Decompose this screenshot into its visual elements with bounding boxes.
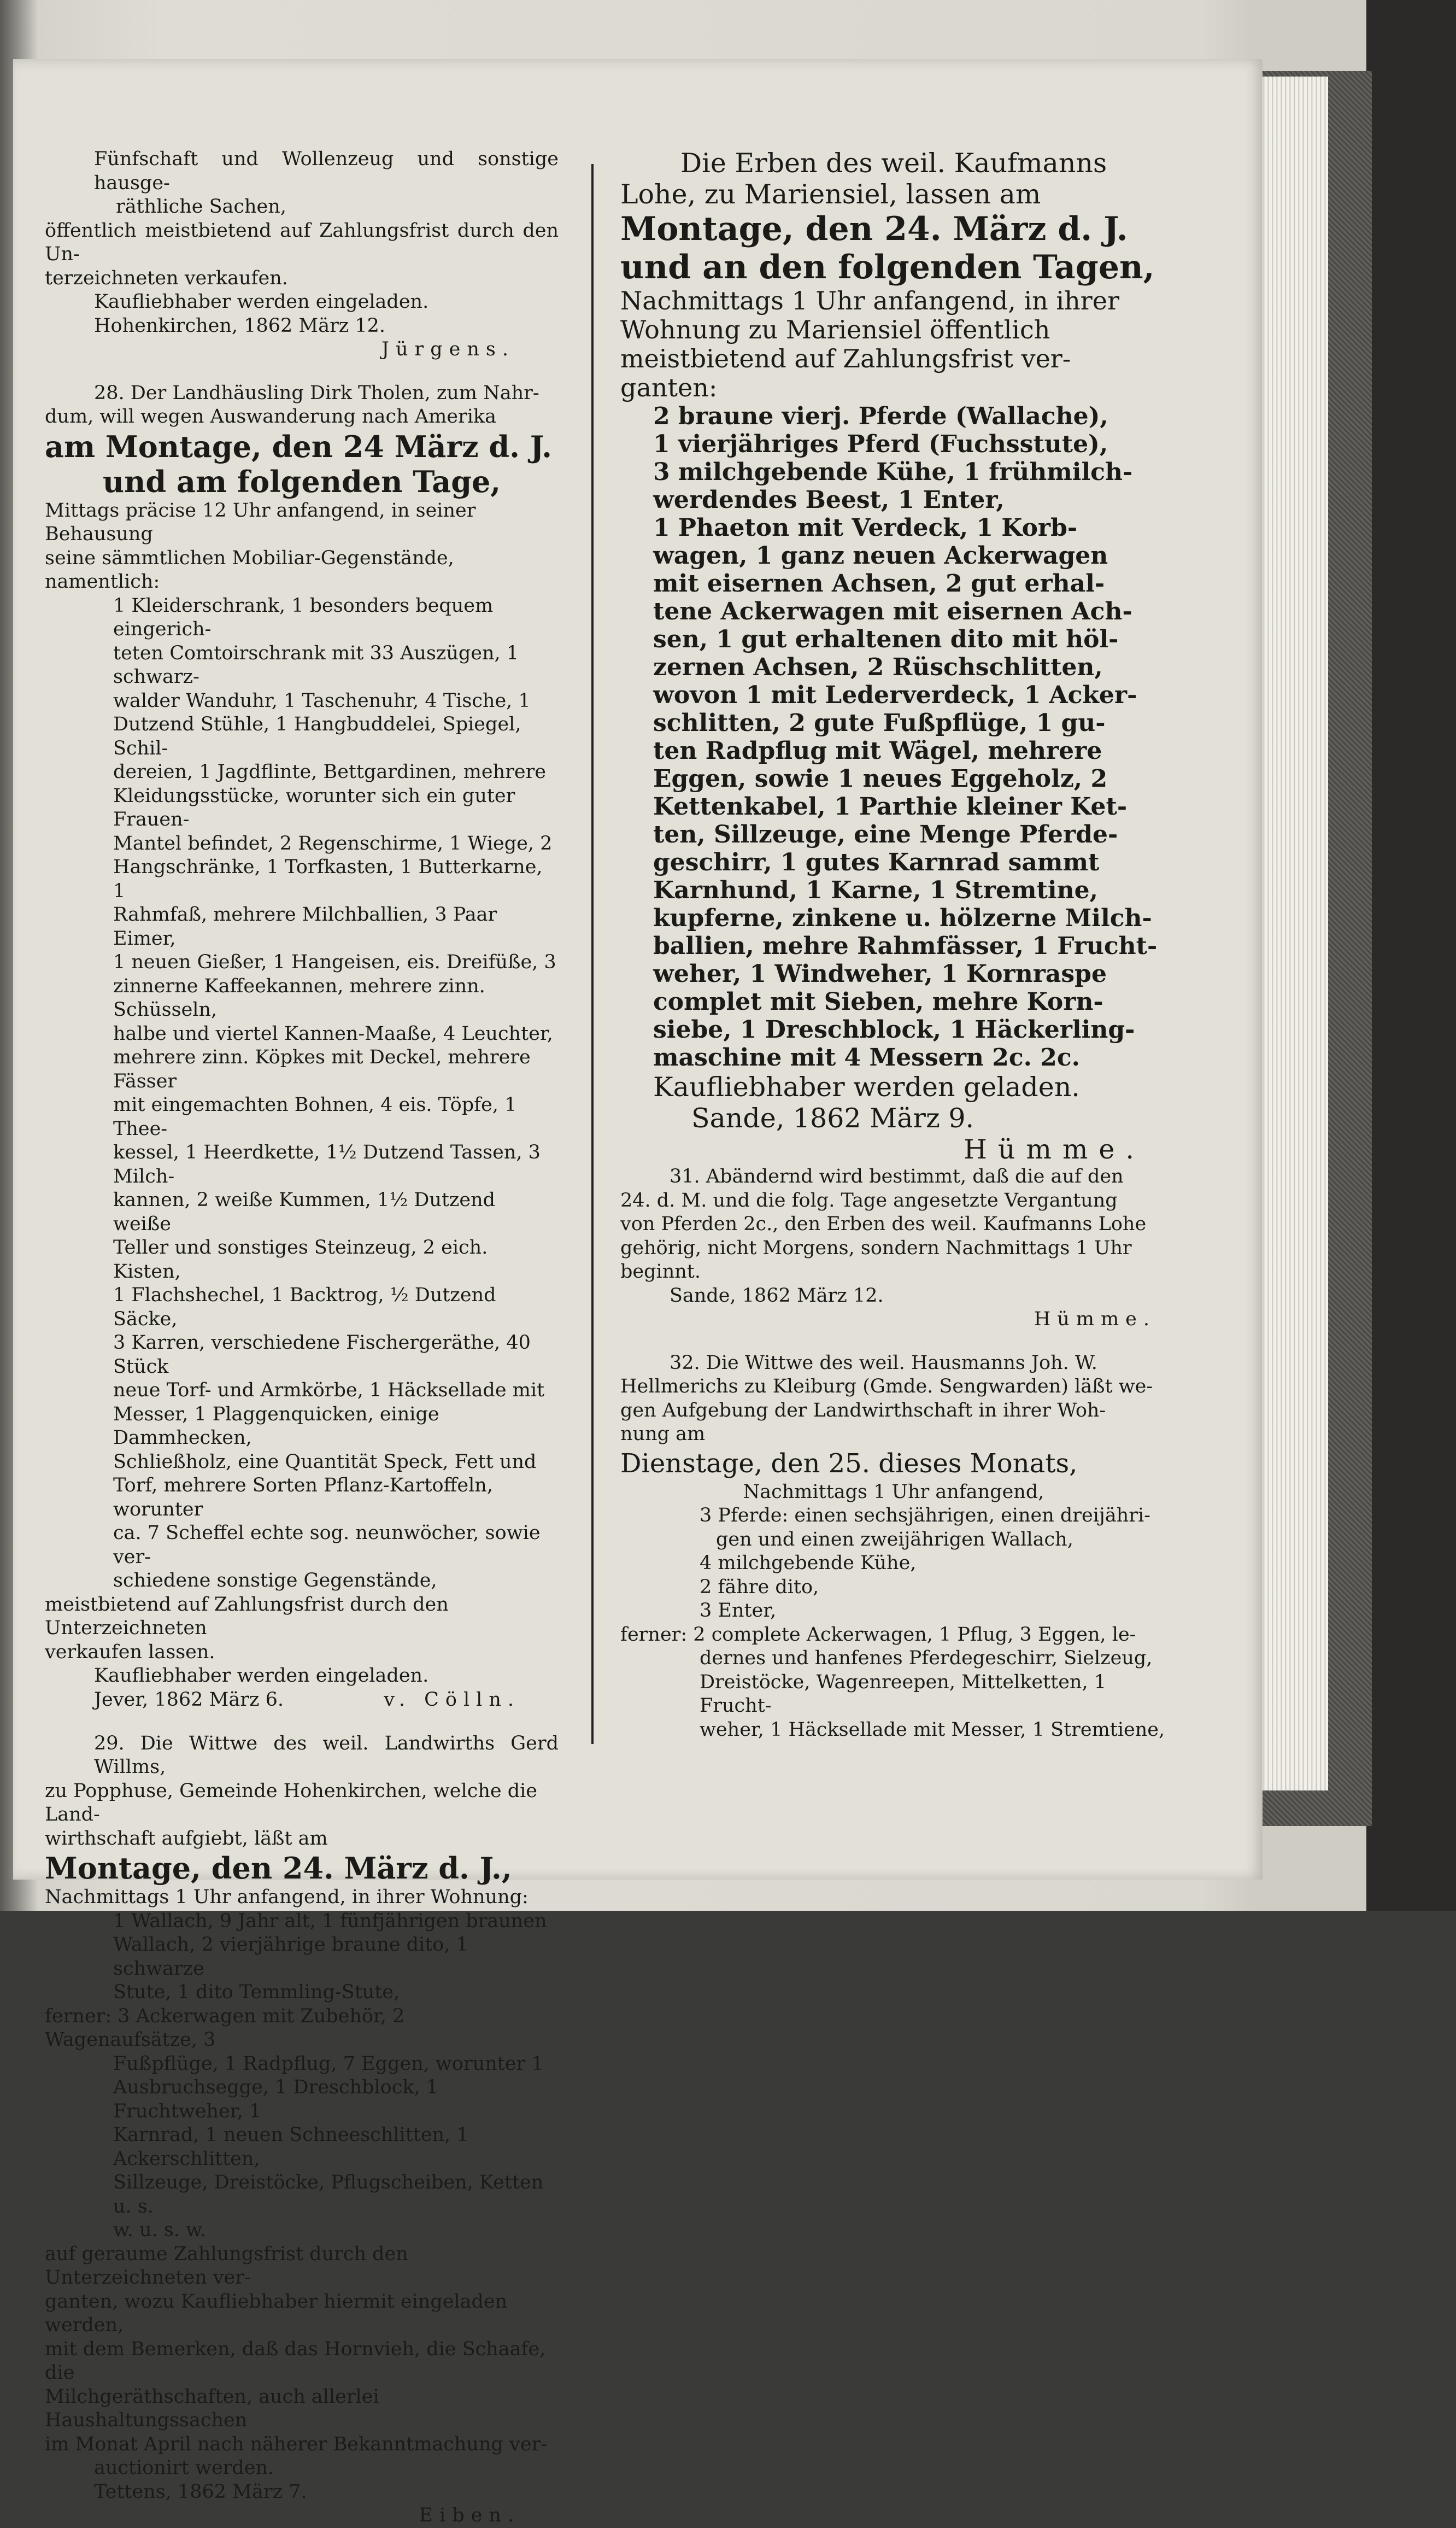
text-line: meistbietend auf Zahlungsfrist durch den Unterzeichneten <box>45 1593 449 1639</box>
text-line: Nachmittags 1 Uhr anfangend, in ihrer Wohnung: <box>45 1886 529 1908</box>
notice-28-intro: dum, will wegen Auswanderung nach Amerika <box>45 406 496 428</box>
page-stack-edges <box>1252 77 1328 1790</box>
notice-32: gen Aufgebung der Landwirthschaft in ihrer Woh- <box>620 1399 1106 1421</box>
list-item: Mantel befindet, 2 Regenschirme, 1 Wiege, 2 <box>113 832 553 855</box>
text-line: terzeichneten verkaufen. <box>45 267 288 289</box>
list-item: Kleidungsstücke, worunter sich ein guter Frauen- <box>113 785 515 830</box>
list-item: Wallach, 2 vierjährige braune dito, 1 schwarze <box>113 1934 468 1980</box>
text-line: räthliche Sachen, <box>116 196 286 218</box>
list-item: Eggen, sowie 1 neues Eggeholz, 2 <box>653 765 1108 793</box>
list-item: 1 neuen Gießer, 1 Hangeisen, eis. Dreifüße, 3 <box>113 951 556 973</box>
text-line: Wohnung zu Mariensiel öffentlich <box>620 315 1050 344</box>
list-item: dernes und hanfenes Pferdegeschirr, Sielzeug, <box>700 1647 1153 1669</box>
book-cover-edge <box>1366 0 1456 1911</box>
list-item: ten Radpflug mit Wägel, mehrere <box>653 737 1102 765</box>
list-item: maschine mit 4 Messern 2c. 2c. <box>653 1044 1080 1072</box>
list-item: 1 vierjähriges Pferd (Fuchsstute), <box>653 430 1108 458</box>
list-item: Ausbruchsegge, 1 Dreschblock, 1 Fruchtweher, 1 <box>113 2076 439 2122</box>
notice-32-items <box>620 1504 1167 1623</box>
notice-29-intro: 29. Die Wittwe des weil. Landwirths Gerd Willms, <box>94 1732 559 1778</box>
list-item: 4 milchgebende Kühe, <box>700 1552 917 1574</box>
notice-28-headline: am Montage, den 24 März d. J. <box>45 429 552 464</box>
list-item: siebe, 1 Dreschblock, 1 Häckerling- <box>653 1016 1135 1044</box>
list-item: Schließholz, eine Quantität Speck, Fett und <box>113 1450 537 1473</box>
place-date: Sande, 1862 März 12. <box>670 1284 884 1307</box>
notice-31: gehörig, nicht Morgens, sondern Nachmittags 1 Uhr <box>620 1237 1132 1259</box>
signature: Jürgens. <box>381 338 515 360</box>
notice-29-intro: zu Popphuse, Gemeinde Hohenkirchen, welche die Land- <box>45 1780 538 1825</box>
list-item: tene Ackerwagen mit eisernen Ach- <box>653 598 1132 625</box>
notice-31: 24. d. M. und die folg. Tage angesetzte Vergantung <box>620 1189 1118 1212</box>
text-line: Nachmittags 1 Uhr anfangend, in ihrer <box>620 286 1119 315</box>
notice-28-headline: und am folgenden Tage, <box>102 464 501 499</box>
list-item: 3 Karren, verschiedene Fischergeräthe, 40 Stück <box>113 1332 531 1378</box>
list-item: 3 Pferde: einen sechsjährigen, einen dreijähri- <box>700 1505 1150 1526</box>
notice-28-items <box>45 594 559 1593</box>
signature: Eiben. <box>419 2504 520 2526</box>
list-item: dereien, 1 Jagdflinte, Bettgardinen, mehrere <box>113 761 547 783</box>
signature: Hümme. <box>964 1134 1145 1165</box>
list-item: Rahmfaß, mehrere Milchballien, 3 Paar Eimer, <box>113 904 497 950</box>
list-item: 2 braune vierj. Pferde (Wallache), <box>653 402 1108 430</box>
notice-32-ferner <box>620 1647 1167 1742</box>
list-item: schlitten, 2 gute Fußpflüge, 1 gu- <box>653 709 1106 737</box>
list-item: Dutzend Stühle, 1 Hangbuddelei, Spiegel, Schil- <box>113 713 521 759</box>
text-line: Kaufliebhaber werden geladen. <box>653 1072 1080 1103</box>
list-item: ballien, mehre Rahmfässer, 1 Frucht- <box>653 932 1158 960</box>
notice-32: Hellmerichs zu Kleiburg (Gmde. Sengwarden) läßt we- <box>620 1376 1153 1397</box>
list-item: 2 fähre dito, <box>700 1576 819 1598</box>
notice-29-items <box>45 1910 559 2005</box>
list-item: Kettenkabel, 1 Parthie kleiner Ket- <box>653 793 1128 821</box>
list-item: teten Comtoirschrank mit 33 Auszügen, 1 schwarz- <box>113 642 519 688</box>
signature: v. Cölln. <box>384 1689 520 1711</box>
notice-31: beginnt. <box>620 1261 701 1283</box>
list-item: wagen, 1 ganz neuen Ackerwagen <box>653 542 1108 570</box>
notice-29-headline: Montage, den 24. März d. J., <box>45 1851 512 1886</box>
list-item: wovon 1 mit Lederverdeck, 1 Acker- <box>653 681 1137 709</box>
text-line: Fünfschaft und Wollenzeug und sonstige hausge- <box>94 148 559 194</box>
list-item: 3 Enter, <box>700 1600 777 1622</box>
list-item: Hangschränke, 1 Torfkasten, 1 Butterkarne, 1 <box>113 856 543 902</box>
list-item: kessel, 1 Heerdkette, 1½ Dutzend Tassen, 3 Milch- <box>113 1142 541 1187</box>
column-divider <box>591 164 594 1744</box>
list-item: neue Torf- und Armkörbe, 1 Häcksellade mit <box>113 1379 545 1401</box>
list-item: weher, 1 Häcksellade mit Messer, 1 Stremtiene, <box>700 1718 1165 1741</box>
text-line: auf geraume Zahlungsfrist durch den Unterzeichneten ver- <box>45 2243 408 2289</box>
text-line: ganten, wozu Kaufliebhaber hiermit eingeladen werden, <box>45 2290 508 2336</box>
notice-31: von Pferden 2c., den Erben des weil. Kaufmanns Lohe <box>620 1213 1147 1235</box>
notice-28-intro: 28. Der Landhäusling Dirk Tholen, zum Nahr- <box>94 382 539 404</box>
list-item: 1 Phaeton mit Verdeck, 1 Korb- <box>653 514 1078 542</box>
place-date: Jever, 1862 März 6. <box>94 1688 284 1711</box>
list-item: Karnrad, 1 neuen Schneeschlitten, 1 Ackerschlitten, <box>113 2124 469 2170</box>
text-line: meistbietend auf Zahlungsfrist ver- <box>620 344 1071 373</box>
notice-30-headline: Montage, den 24. März d. J. <box>620 210 1128 248</box>
left-column <box>45 148 559 2528</box>
notice-29-ferner <box>45 2052 559 2243</box>
text-line: öffentlich meistbietend auf Zahlungsfrist durch den Un- <box>45 219 559 265</box>
notice-29-intro: wirthschaft aufgiebt, läßt am <box>45 1827 328 1850</box>
notice-32: nung am <box>620 1423 706 1445</box>
list-item: mehrere zinn. Köpkes mit Deckel, mehrere Fässer <box>113 1046 531 1092</box>
text-line: Mittags präcise 12 Uhr anfangend, in seiner Behausung <box>45 499 476 545</box>
list-item: walder Wanduhr, 1 Taschenuhr, 4 Tische, 1 <box>113 689 531 712</box>
text-line: im Monat April nach näherer Bekanntmachung ver- <box>45 2433 548 2455</box>
notice-32: 32. Die Wittwe des weil. Hausmanns Joh. W. <box>670 1351 1097 1374</box>
text-line: Kaufliebhaber werden eingeladen. <box>94 291 429 313</box>
list-item: 3 milchgebende Kühe, 1 frühmilch- <box>653 458 1133 486</box>
list-item: halbe und viertel Kannen-Maaße, 4 Leuchter, <box>113 1022 553 1045</box>
list-item: Fußpflüge, 1 Radpflug, 7 Eggen, worunter 1 <box>113 2052 544 2075</box>
text-line: seine sämmtlichen Mobiliar-Gegenstände, namentlich: <box>45 547 454 593</box>
notice-30-headline: und an den folgenden Tagen, <box>620 248 1155 286</box>
list-item: kannen, 2 weiße Kummen, 1½ Dutzend weiße <box>113 1189 496 1235</box>
list-item: Torf, mehrere Sorten Pflanz-Kartoffeln, worunter <box>113 1474 493 1520</box>
list-item: complet mit Sieben, mehre Korn- <box>653 988 1103 1016</box>
list-item: Teller und sonstiges Steinzeug, 2 eich. Kisten, <box>113 1237 488 1283</box>
list-item: geschirr, 1 gutes Karnrad sammt <box>653 848 1100 876</box>
list-item: weher, 1 Windweher, 1 Kornraspe <box>653 960 1107 988</box>
list-item: werdendes Beest, 1 Enter, <box>653 486 1005 514</box>
notice-30-heading: Lohe, zu Mariensiel, lassen am <box>620 179 1041 210</box>
list-item: Karnhund, 1 Karne, 1 Stremtine, <box>653 876 1098 904</box>
place-date: Hohenkirchen, 1862 März 12. <box>94 314 386 337</box>
list-item: Stute, 1 dito Temmling-Stute, <box>113 1981 400 2003</box>
list-item: zernen Achsen, 2 Rüschschlitten, <box>653 653 1103 681</box>
list-item: kupferne, zinkene u. hölzerne Milch- <box>653 904 1152 932</box>
list-item: mit eisernen Achsen, 2 gut erhal- <box>653 570 1105 598</box>
list-item: Messer, 1 Plaggenquicken, einige Dammhecken, <box>113 1403 439 1449</box>
text-line: Nachmittags 1 Uhr anfangend, <box>743 1480 1044 1503</box>
list-item: 1 Kleiderschrank, 1 besonders bequem eingerich- <box>113 594 494 640</box>
list-item: mit eingemachten Bohnen, 4 eis. Töpfe, 1 Thee- <box>113 1094 517 1140</box>
text-line: mit dem Bemerken, daß das Hornvieh, die Schaafe, die <box>45 2338 546 2384</box>
list-item: ca. 7 Scheffel echte sog. neunwöcher, sowie ver- <box>113 1522 541 1568</box>
list-item: ten, Sillzeuge, eine Menge Pferde- <box>653 821 1118 848</box>
list-item: w. u. s. w. <box>113 2219 206 2241</box>
list-item: 1 Flachshechel, 1 Backtrog, ½ Dutzend Säcke, <box>113 1284 496 1330</box>
list-item: schiedene sonstige Gegenstände, <box>113 1570 437 1591</box>
list-item: zinnerne Kaffeekannen, mehrere zinn. Schüsseln, <box>113 975 485 1021</box>
right-column <box>620 148 1167 1742</box>
place-date: Tettens, 1862 März 7. <box>94 2480 307 2503</box>
text-line: auctionirt werden. <box>94 2457 274 2479</box>
list-item: gen und einen zweijährigen Wallach, <box>716 1528 1073 1550</box>
list-item: sen, 1 gut erhaltenen dito mit höl- <box>653 625 1119 653</box>
list-item: ferner: 2 complete Ackerwagen, 1 Pflug, 3 Eggen, le- <box>620 1623 1136 1646</box>
text-line: Milchgeräthschaften, auch allerlei Haushaltungssachen <box>45 2385 379 2431</box>
signature: Hümme. <box>1034 1308 1156 1330</box>
list-item: Dreistöcke, Wagenreepen, Mittelketten, 1 Frucht- <box>700 1671 1106 1717</box>
text-line: ganten: <box>620 373 718 402</box>
list-item: 1 Wallach, 9 Jahr alt, 1 fünfjährigen braunen <box>113 1910 547 1932</box>
list-item: ferner: 3 Ackerwagen mit Zubehör, 2 Wagenaufsätze, 3 <box>45 2005 405 2051</box>
list-item: Sillzeuge, Dreistöcke, Pflugscheiben, Ketten u. s. <box>113 2172 544 2217</box>
notice-30-items <box>620 402 1167 1072</box>
text-line: Kaufliebhaber werden eingeladen. <box>94 1665 429 1687</box>
notice-30-heading: Die Erben des weil. Kaufmanns <box>680 148 1107 179</box>
place-date: Sande, 1862 März 9. <box>691 1103 974 1134</box>
notice-32-headline: Dienstage, den 25. dieses Monats, <box>620 1448 1078 1479</box>
notice-31: 31. Abändernd wird bestimmt, daß die auf den <box>670 1166 1124 1187</box>
text-line: verkaufen lassen. <box>45 1641 215 1663</box>
